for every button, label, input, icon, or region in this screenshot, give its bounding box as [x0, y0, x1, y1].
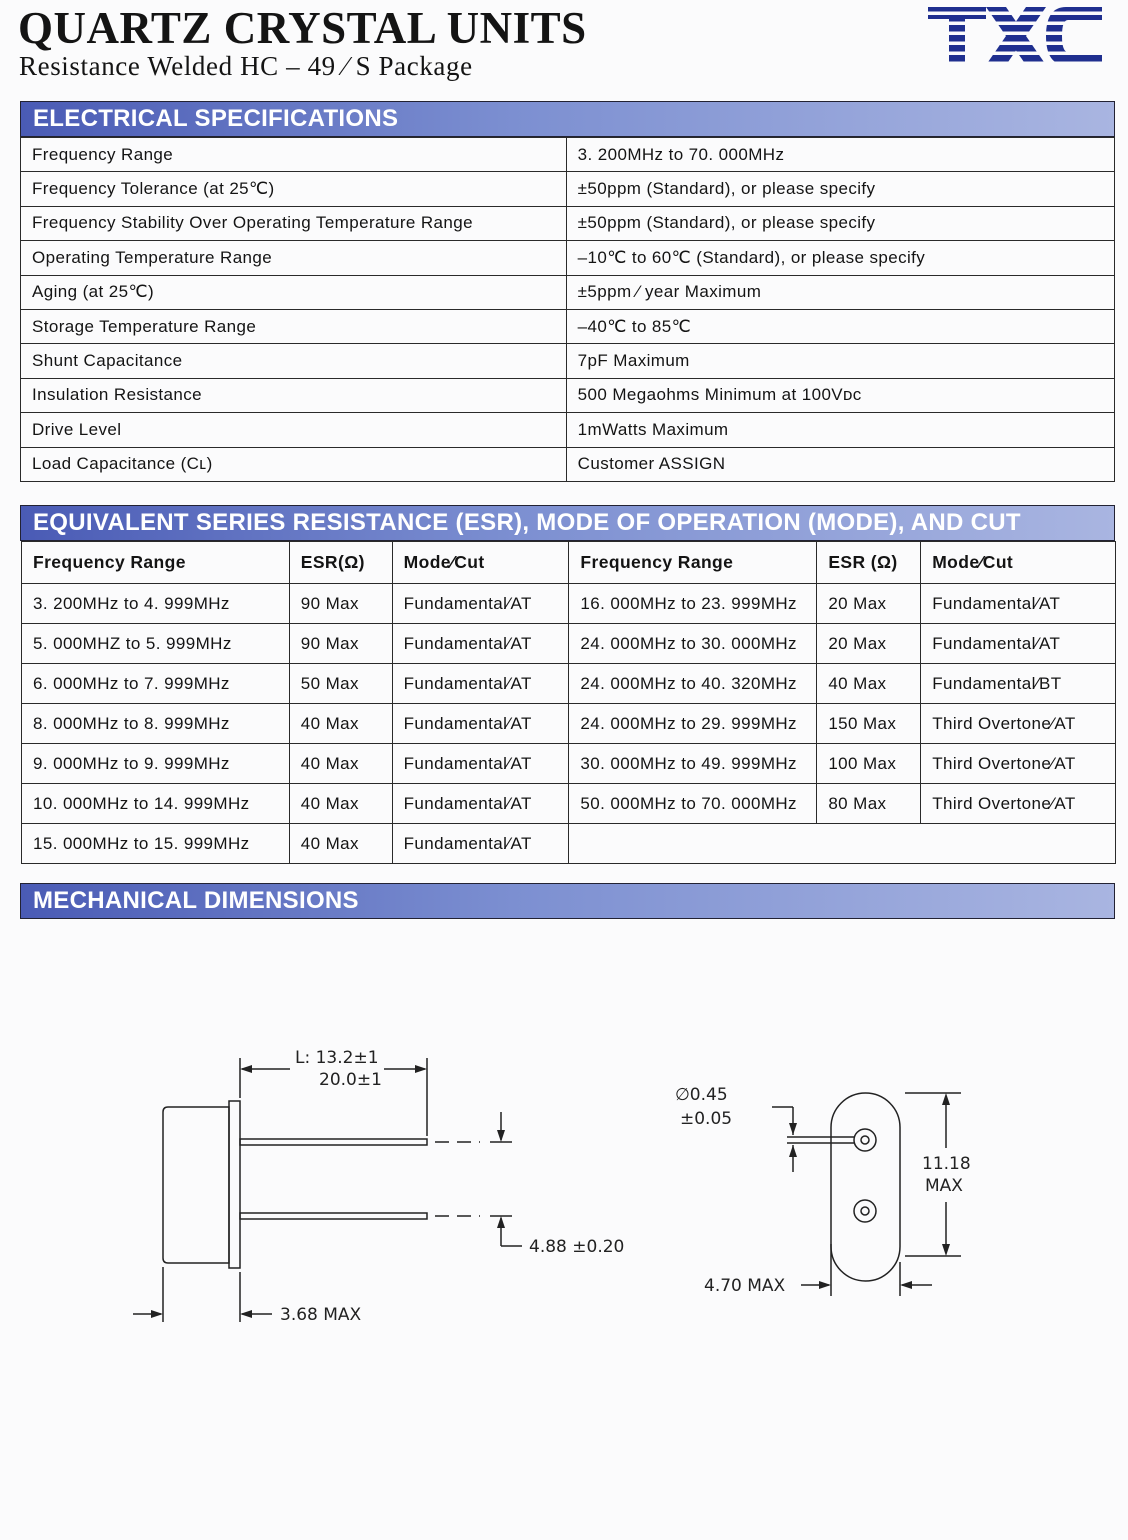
table-cell: [569, 824, 1116, 864]
table-cell: 10. 000MHz to 14. 999MHz: [22, 784, 290, 824]
table-cell: 16. 000MHz to 23. 999MHz: [569, 584, 817, 624]
table-cell: 100 Max: [817, 744, 921, 784]
mechanical-dimensions-heading: MECHANICAL DIMENSIONS: [20, 883, 1115, 919]
table-cell: Fundamental⁄AT: [921, 584, 1116, 624]
table-cell: Fundamental⁄AT: [392, 824, 569, 864]
table-cell: Fundamental⁄AT: [392, 744, 569, 784]
table-row: [21, 275, 1115, 309]
lead-spacing-label: 4.88 ±0.20: [529, 1237, 625, 1257]
crystal-end-view: [787, 1093, 900, 1281]
esr-heading: EQUIVALENT SERIES RESISTANCE (ESR), MODE OF OPERATION (MODE), AND CUT: [20, 505, 1115, 541]
spec-label: Frequency Range: [21, 138, 567, 172]
table-cell: 24. 000MHz to 40. 320MHz: [569, 664, 817, 704]
table-cell: Fundamental⁄BT: [921, 664, 1116, 704]
spec-label: Shunt Capacitance: [21, 344, 567, 378]
lead-diameter-label: ∅0.45: [675, 1085, 728, 1105]
spec-value: 7pF Maximum: [566, 344, 1114, 378]
table-row: [22, 584, 1116, 624]
table-row: [21, 172, 1115, 206]
table-row: [22, 784, 1116, 824]
table-row: [21, 344, 1115, 378]
txc-logo: [928, 5, 1102, 67]
table-cell: 40 Max: [289, 784, 392, 824]
table-row: [21, 447, 1115, 481]
column-header: ESR(Ω): [289, 542, 392, 584]
table-cell: 90 Max: [289, 584, 392, 624]
table-cell: 3. 200MHz to 4. 999MHz: [22, 584, 290, 624]
spec-label: Aging (at 25℃): [21, 275, 567, 309]
table-cell: 40 Max: [289, 824, 392, 864]
table-cell: 6. 000MHz to 7. 999MHz: [22, 664, 290, 704]
page-subtitle: Resistance Welded HC – 49 ⁄ S Package: [19, 51, 473, 81]
table-cell: 40 Max: [289, 744, 392, 784]
table-cell: Third Overtone⁄AT: [921, 744, 1116, 784]
table-cell: 30. 000MHz to 49. 999MHz: [569, 744, 817, 784]
spec-value: ±5ppm ⁄ year Maximum: [566, 275, 1114, 309]
spec-label: Storage Temperature Range: [21, 309, 567, 343]
width-label: 4.70 MAX: [704, 1276, 786, 1296]
table-cell: Fundamental⁄AT: [392, 784, 569, 824]
spec-value: ±50ppm (Standard), or please specify: [566, 172, 1114, 206]
height-label: 11.18: [922, 1154, 971, 1174]
column-header: ESR (Ω): [817, 542, 921, 584]
spec-value: 500 Megaohms Minimum at 100Vᴅᴄ: [566, 378, 1114, 412]
page-title: QUARTZ CRYSTAL UNITS: [18, 3, 587, 53]
spec-value: 1mWatts Maximum: [566, 413, 1114, 447]
table-cell: Third Overtone⁄AT: [921, 704, 1116, 744]
mechanical-drawing: [0, 1000, 1128, 1360]
table-cell: 24. 000MHz to 29. 999MHz: [569, 704, 817, 744]
table-row: [21, 206, 1115, 240]
spec-label: Operating Temperature Range: [21, 241, 567, 275]
table-row: [21, 413, 1115, 447]
lead-diameter-tolerance-label: ±0.05: [680, 1109, 733, 1129]
spec-value: ±50ppm (Standard), or please specify: [566, 206, 1114, 240]
table-cell: 80 Max: [817, 784, 921, 824]
table-cell: Fundamental⁄AT: [392, 624, 569, 664]
table-row: [22, 744, 1116, 784]
table-cell: Fundamental⁄AT: [921, 624, 1116, 664]
column-header: Mode⁄Cut: [392, 542, 569, 584]
table-cell: 20 Max: [817, 624, 921, 664]
table-header-row: [22, 542, 1116, 584]
spec-value: Customer ASSIGN: [566, 447, 1114, 481]
lead-length-label: 20.0±1: [319, 1070, 382, 1090]
table-cell: Fundamental⁄AT: [392, 704, 569, 744]
spec-label: Frequency Tolerance (at 25℃): [21, 172, 567, 206]
spec-label: Drive Level: [21, 413, 567, 447]
esr-table: [21, 541, 1116, 864]
table-row: [22, 624, 1116, 664]
spec-label: Load Capacitance (Cʟ): [21, 447, 567, 481]
body-thickness-label: 3.68 MAX: [280, 1305, 362, 1325]
table-cell: 20 Max: [817, 584, 921, 624]
electrical-specifications-heading: ELECTRICAL SPECIFICATIONS: [20, 101, 1115, 137]
crystal-side-view: [163, 1101, 427, 1268]
spec-value: –10℃ to 60℃ (Standard), or please specify: [566, 241, 1114, 275]
table-cell: 150 Max: [817, 704, 921, 744]
table-cell: 8. 000MHz to 8. 999MHz: [22, 704, 290, 744]
table-row: [21, 309, 1115, 343]
column-header: Frequency Range: [22, 542, 290, 584]
lead-length-label: L: 13.2±1: [295, 1048, 379, 1068]
table-row: [21, 241, 1115, 275]
electrical-specifications-table: [20, 137, 1115, 482]
table-cell: Fundamental⁄AT: [392, 664, 569, 704]
table-cell: 40 Max: [817, 664, 921, 704]
height-unit-label: MAX: [925, 1176, 963, 1196]
table-row: [22, 824, 1116, 864]
table-cell: Third Overtone⁄AT: [921, 784, 1116, 824]
table-cell: 24. 000MHz to 30. 000MHz: [569, 624, 817, 664]
table-cell: 5. 000MHZ to 5. 999MHz: [22, 624, 290, 664]
table-cell: 50 Max: [289, 664, 392, 704]
spec-label: Frequency Stability Over Operating Temperature Range: [21, 206, 567, 240]
table-cell: 9. 000MHz to 9. 999MHz: [22, 744, 290, 784]
table-cell: 15. 000MHz to 15. 999MHz: [22, 824, 290, 864]
spec-value: –40℃ to 85℃: [566, 309, 1114, 343]
table-cell: 40 Max: [289, 704, 392, 744]
column-header: Frequency Range: [569, 542, 817, 584]
table-row: [22, 704, 1116, 744]
spec-value: 3. 200MHz to 70. 000MHz: [566, 138, 1114, 172]
table-row: [21, 378, 1115, 412]
table-cell: 50. 000MHz to 70. 000MHz: [569, 784, 817, 824]
column-header: Mode⁄Cut: [921, 542, 1116, 584]
table-cell: Fundamental⁄AT: [392, 584, 569, 624]
table-row: [22, 664, 1116, 704]
table-row: [21, 138, 1115, 172]
table-cell: 90 Max: [289, 624, 392, 664]
spec-label: Insulation Resistance: [21, 378, 567, 412]
